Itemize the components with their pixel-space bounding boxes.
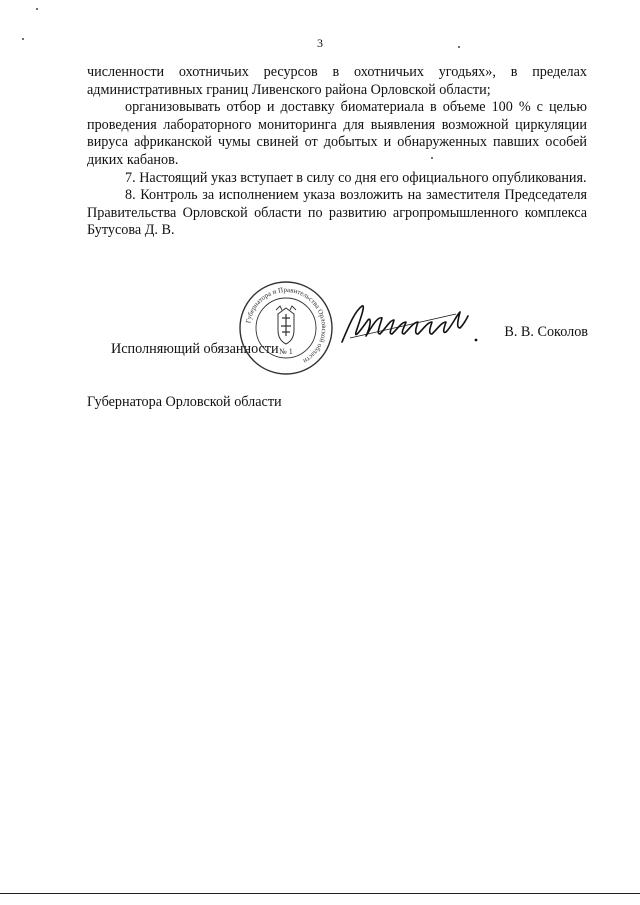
- scan-speck: [36, 8, 38, 10]
- official-seal-stamp: [238, 280, 334, 376]
- scan-speck: [22, 38, 24, 40]
- signatory-title-line: Губернатора Орловской области: [87, 393, 282, 410]
- seal-number: № 1: [279, 347, 293, 356]
- body-paragraph: организовывать отбор и доставку биоматериала в объеме 100 % с целью проведения лабораторного мониторинга для выявления возможной циркуляции вируса африканской чумы свиней от добытых и обнаруженных павших особей диких кабанов.: [87, 99, 587, 168]
- signatory-name: В. В. Соколов: [504, 324, 588, 340]
- page-bottom-edge: [0, 893, 640, 894]
- body-paragraph: 7. Настоящий указ вступает в силу со дня его официального опубликования.: [125, 169, 587, 186]
- signature-block: [0, 280, 640, 410]
- page-number: 3: [317, 36, 323, 50]
- body-paragraph: численности охотничьих ресурсов в охотничьих угодьях», в пределах административных границ Ливенского района Орловской области;: [87, 64, 587, 98]
- seal-ring-text: Губернатора и Правительства Орловской области: [244, 285, 329, 366]
- body-paragraph: 8. Контроль за исполнением указа возложить на заместителя Председателя Правительства Орловской области по развитию агропромышленного комплекса Бутусова Д. В.: [87, 187, 587, 239]
- document-body: [87, 64, 587, 240]
- handwritten-signature: [336, 298, 486, 350]
- scan-speck: [458, 46, 460, 48]
- signatory-title-line: Исполняющий обязанности: [111, 341, 279, 358]
